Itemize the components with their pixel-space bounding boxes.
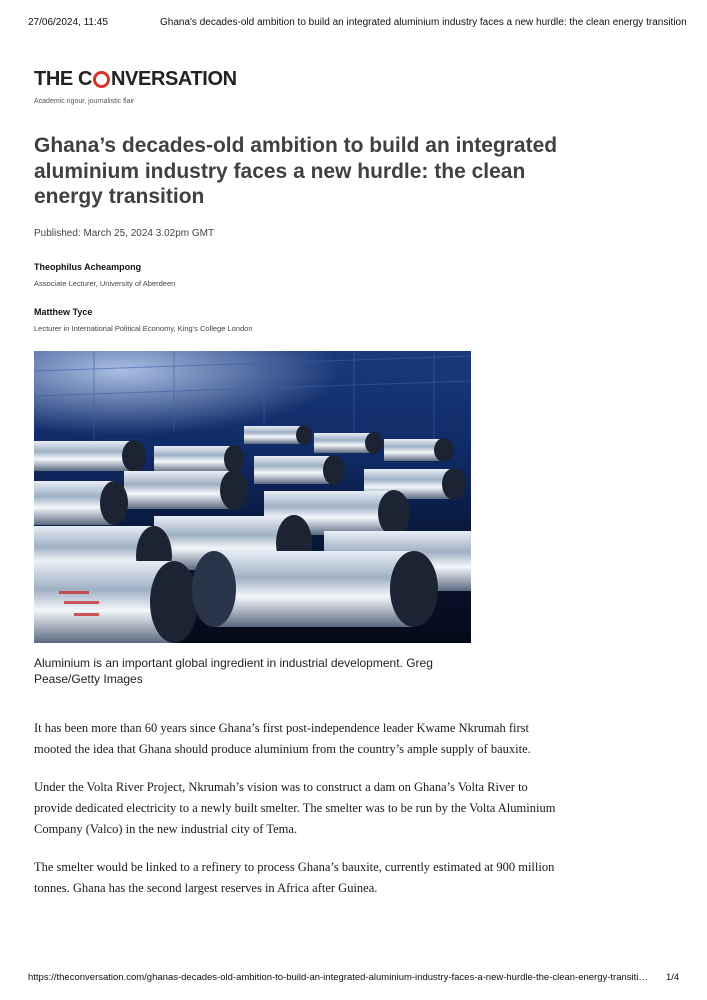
- site-logo[interactable]: [34, 67, 237, 91]
- site-tagline: Academic rigour, journalistic flair: [34, 98, 135, 105]
- logo-text-end: NVERSATION: [111, 67, 237, 90]
- author-name[interactable]: Matthew Tyce: [34, 307, 93, 317]
- author-role: Associate Lecturer, University of Aberdeen: [34, 279, 176, 288]
- author-name[interactable]: Theophilus Acheampong: [34, 262, 142, 272]
- article-paragraph: It has been more than 60 years since Ghana’s first post-independence leader Kwame Nkrumah first mooted the idea that Ghana should produce aluminium from the country’s ample supply of bauxite.: [34, 721, 531, 756]
- article-paragraph: Under the Volta River Project, Nkrumah’s vision was to construct a dam on Ghana’s Volta River to provide dedicated electricity to a newly built smelter. The smelter was to be run by the Volta Aluminium Company (Valco) in the new industrial city of Tema.: [34, 780, 556, 836]
- logo-text-start: THE C: [34, 67, 93, 90]
- article-headline: Ghana’s decades-old ambition to build an integrated aluminium industry faces a new hurdle: the clean energy transition: [34, 134, 558, 208]
- print-datetime: 27/06/2024, 11:45: [28, 17, 108, 28]
- logo-speech-bubble-icon: [93, 71, 110, 88]
- hero-image-aluminium-coils: [34, 351, 471, 643]
- print-page-url: https://theconversation.com/ghanas-decades-old-ambition-to-build-an-integrated-aluminium-industry-faces-a-new-hurdle-the-clean-energy-transiti…: [28, 972, 648, 983]
- print-page-number: 1/4: [666, 972, 680, 983]
- image-caption: Aluminium is an important global ingredient in industrial development. Greg Pease/Getty Images: [34, 656, 433, 686]
- author-role: Lecturer in International Political Economy, King's College London: [34, 324, 253, 333]
- published-date: Published: March 25, 2024 3.02pm GMT: [34, 228, 215, 239]
- print-page-title: Ghana's decades-old ambition to build an integrated aluminium industry faces a new hurdle: the clean energy transition: [160, 17, 687, 28]
- article-paragraph: The smelter would be linked to a refinery to process Ghana’s bauxite, currently estimated at 900 million tonnes. Ghana has the second largest reserves in Africa after Guinea.: [34, 860, 555, 895]
